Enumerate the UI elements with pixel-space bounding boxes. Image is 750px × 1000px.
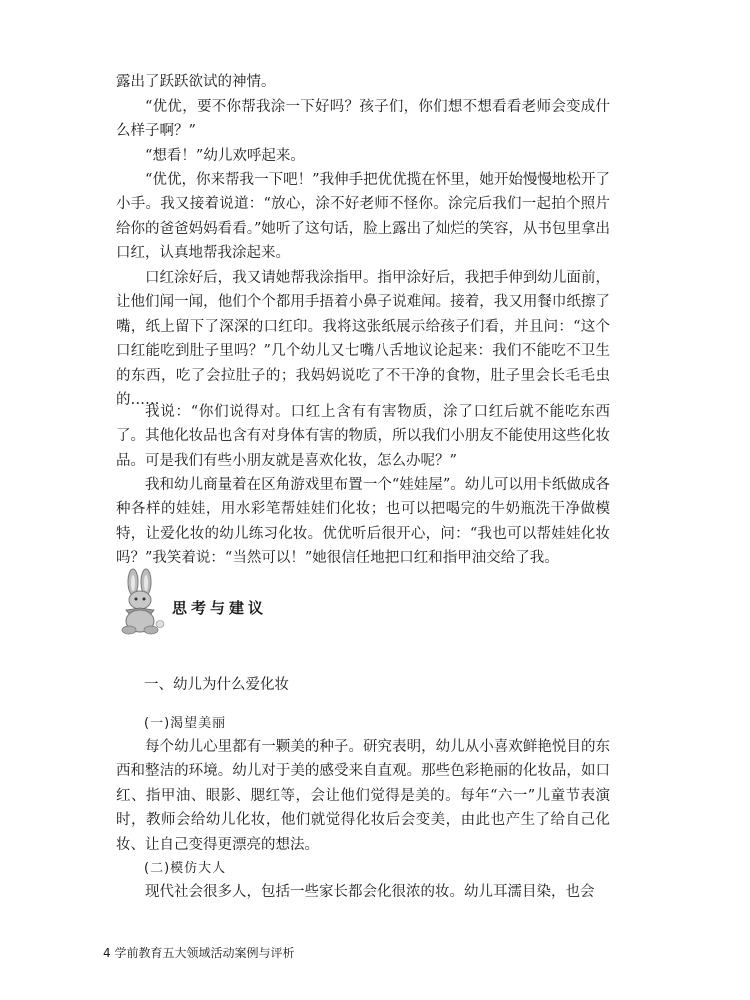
paragraph-imitate-adults: 现代社会很多人，包括一些家长都会化很浓的妆。幼儿耳濡目染，也会: [145, 884, 595, 900]
paragraph-7: 我和幼儿商量着在区角游戏里布置一个“娃娃屋”。幼儿可以用卡纸做成各种各样的娃娃，用水彩笔帮娃娃们化妆；也可以把喝完的牛奶瓶洗干净做模特，让爱化妆的幼儿练习化妆。优优听后很开心，问：“我也可以帮娃娃化妆吗？”我笑着说：“当然可以！”她很信任地把口红和指甲油交给了我。: [116, 477, 610, 567]
subheading-desire-beauty: (一)渴望美丽: [144, 716, 227, 731]
heading-why-makeup: 一、幼儿为什么爱化妆: [144, 677, 289, 693]
paragraph-desire-beauty: 每个幼儿心里都有一颗美的种子。研究表明，幼儿从小喜欢鲜艳悦目的东西和整洁的环境。幼儿对于美的感受来自直观。那些色彩艳丽的化妆品，如口红、指甲油、眼影、腮红等，会让他们觉得是美的。每年“六一”儿童节表演时，教师会给幼儿化妆，他们就觉得化妆后会变美，由此也产生了给自己化妆、让自己变得更漂亮的想法。: [116, 739, 610, 853]
paragraph-3: “想看！”幼儿欢呼起来。: [145, 148, 305, 164]
rabbit-icon: [116, 568, 168, 636]
paragraph-1: 露出了跃跃欲试的神情。: [116, 74, 276, 90]
paragraph-5: 口红涂好后，我又请她帮我涂指甲。指甲涂好后，我把手伸到幼儿面前，让他们闻一闻，他们个个都用手捂着小鼻子说难闻。接着，我又用餐巾纸擦了嘴，纸上留下了深深的口红印。我将这张纸展示给孩子们看，并且问：“这个口红能吃到肚子里吗？”几个幼儿又七嘴八舌地议论起来：我们不能吃不卫生的东西，吃了会拉肚子的；我妈妈说吃了不干净的食物，肚子里会长毛毛虫的……: [116, 270, 610, 409]
paragraph-2: “优优，要不你帮我涂一下好吗？孩子们，你们想不想看看老师会变成什么样子啊？”: [116, 99, 610, 140]
subheading-imitate-adults: (二)模仿大人: [144, 861, 227, 876]
paragraph-6: 我说：“你们说得对。口红上含有有害物质，涂了口红后就不能吃东西了。其他化妆品也含有对身体有害的物质，所以我们小朋友不能使用这些化妆品。可是我们有些小朋友就是喜欢化妆，怎么办呢？”: [116, 404, 610, 469]
paragraph-4: “优优，你来帮我一下吧！”我伸手把优优揽在怀里，她开始慢慢地松开了小手。我又接着说道：“放心，涂不好老师不怪你。涂完后我们一起拍个照片给你的爸爸妈妈看看。”她听了这句话，脸上露出了灿烂的笑容，从书包里拿出口红，认真地帮我涂起来。: [116, 172, 610, 262]
section-title: 思考与建议: [172, 599, 268, 617]
page-footer: 4 学前教育五大领域活动案例与评析: [103, 946, 295, 960]
